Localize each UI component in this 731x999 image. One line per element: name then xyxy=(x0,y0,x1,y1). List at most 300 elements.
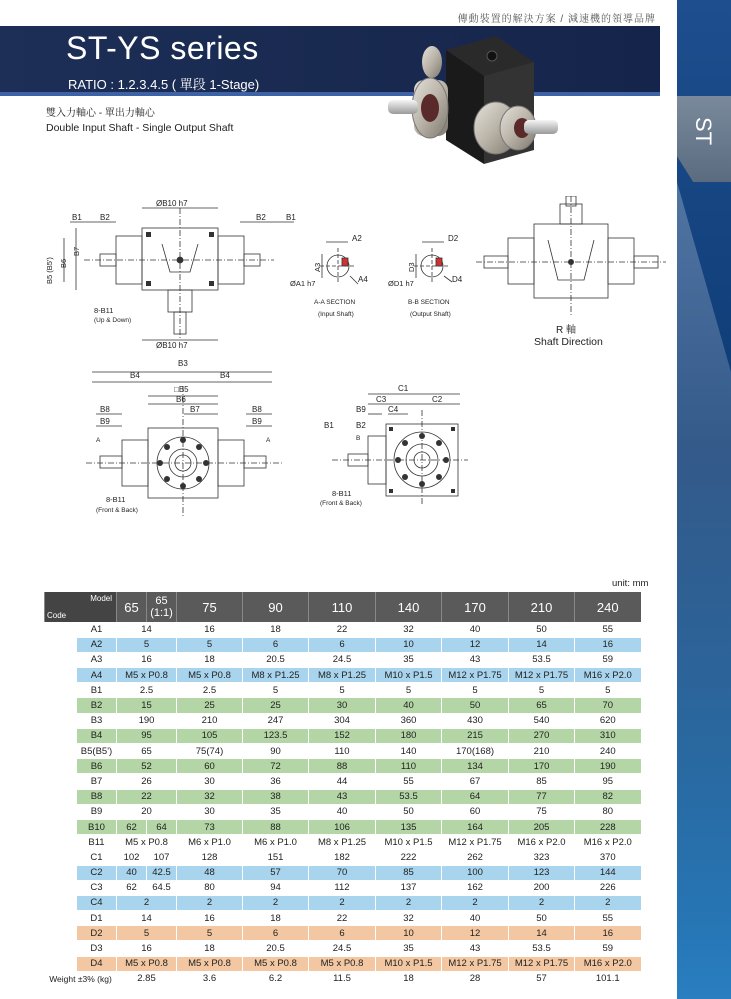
row-code: C1 xyxy=(77,850,117,865)
table-row xyxy=(45,895,641,910)
cell-65: 65 xyxy=(117,744,177,759)
cell-value: 18 xyxy=(243,911,309,926)
side-note: 8-B11 xyxy=(332,489,352,498)
table-row xyxy=(45,759,641,774)
weight-value: 11.5 xyxy=(309,971,376,986)
front-b2-left: B2 xyxy=(100,213,110,222)
cell-value: 35 xyxy=(376,652,442,667)
cell-value: 2 xyxy=(442,895,509,910)
row-code: B9 xyxy=(77,804,117,819)
cell-value: 82 xyxy=(575,789,641,804)
section-b-drawing xyxy=(378,230,468,322)
cell-value: 25 xyxy=(243,698,309,713)
model-65: 65 xyxy=(117,592,147,622)
weight-value: 3.6 xyxy=(177,971,243,986)
group-label-A: A xyxy=(45,622,77,683)
series-title: ST-YS series xyxy=(66,30,259,66)
cell-value: M8 x P1.25 xyxy=(309,668,376,683)
r-shaft-cn: R 軸 xyxy=(556,325,576,336)
cell-value: 247 xyxy=(243,713,309,728)
cell-value: 100 xyxy=(442,865,509,880)
cell-value: 310 xyxy=(575,728,641,743)
cell-value: 88 xyxy=(243,819,309,834)
cell-value: 110 xyxy=(376,759,442,774)
cell-value: 2 xyxy=(243,895,309,910)
row-code: D3 xyxy=(77,941,117,956)
table-row xyxy=(45,683,641,698)
cell-value: M5 x P0.8 xyxy=(309,956,376,971)
cell-value: 48 xyxy=(177,865,243,880)
front-note: 8-B11 xyxy=(94,306,114,315)
section-b-sub: (Output Shaft) xyxy=(410,311,451,318)
cell-value: 190 xyxy=(575,759,641,774)
top-note-sub: (Front & Back) xyxy=(96,507,138,514)
cell-value: 430 xyxy=(442,713,509,728)
model-65-1to1: 65 (1:1) xyxy=(147,592,177,622)
section-a-sub: (Input Shaft) xyxy=(318,311,354,318)
row-code: B5(B5') xyxy=(77,744,117,759)
section-a-drawing xyxy=(286,230,376,322)
cell-value: 50 xyxy=(509,622,575,637)
cell-value: 134 xyxy=(442,759,509,774)
cell-value: M8 x P1.25 xyxy=(243,668,309,683)
cell-value: 59 xyxy=(575,941,641,956)
cell-value: 5 xyxy=(309,683,376,698)
cell-value: 304 xyxy=(309,713,376,728)
cell-value: 60 xyxy=(442,804,509,819)
row-code: C3 xyxy=(77,880,117,895)
ratio-label: RATIO : 1.2.3.4.5 ( 單段 1-Stage) xyxy=(68,77,260,92)
cell-value: 59 xyxy=(575,652,641,667)
cell-value: 151 xyxy=(243,850,309,865)
cell-value: 262 xyxy=(442,850,509,865)
cell-65: 62 xyxy=(117,880,147,895)
top-b7: B7 xyxy=(190,405,200,414)
cell-value: 24.5 xyxy=(309,652,376,667)
corner-model: Model xyxy=(90,594,112,603)
cell-value: 32 xyxy=(376,622,442,637)
cell-65: 15 xyxy=(117,698,177,713)
cell-value: 152 xyxy=(309,728,376,743)
weight-label: Weight ±3% (kg) xyxy=(45,971,117,986)
model-240: 240 xyxy=(575,592,641,622)
cell-value: 144 xyxy=(575,865,641,880)
cell-value: 20.5 xyxy=(243,652,309,667)
cell-value: 55 xyxy=(575,622,641,637)
cell-value: 30 xyxy=(309,698,376,713)
cell-value: 53.5 xyxy=(509,652,575,667)
top-section-mark-right: A xyxy=(266,437,271,444)
cell-value: M16 x P2.0 xyxy=(575,956,641,971)
group-label-B: B xyxy=(45,683,77,850)
section-b-d1: ØD1 h7 xyxy=(388,279,414,288)
cell-65: 190 xyxy=(117,713,177,728)
side-c4: C4 xyxy=(388,405,399,414)
table-row xyxy=(45,956,641,971)
cell-value: 16 xyxy=(177,622,243,637)
cell-value: 95 xyxy=(575,774,641,789)
cell-value: 128 xyxy=(177,850,243,865)
cell-value: 30 xyxy=(177,804,243,819)
side-view-drawing xyxy=(312,380,472,510)
cell-value: 137 xyxy=(376,880,442,895)
cell-value: 50 xyxy=(442,698,509,713)
cell-65: 16 xyxy=(117,652,177,667)
cell-value: 170(168) xyxy=(442,744,509,759)
cell-value: 73 xyxy=(177,819,243,834)
cell-value: 140 xyxy=(376,744,442,759)
cell-value: 20.5 xyxy=(243,941,309,956)
table-row xyxy=(45,911,641,926)
cell-65: M5 x P0.8 xyxy=(117,668,177,683)
side-b1: B1 xyxy=(324,421,334,430)
weight-value: 18 xyxy=(376,971,442,986)
cell-65: 14 xyxy=(117,911,177,926)
corner-cell xyxy=(45,592,117,622)
spec-table-header xyxy=(45,592,641,622)
model-75: 75 xyxy=(177,592,243,622)
cell-value: 12 xyxy=(442,637,509,652)
cell-value: M12 x P1.75 xyxy=(509,668,575,683)
cell-value: 105 xyxy=(177,728,243,743)
side-c3: C3 xyxy=(376,395,387,404)
front-bottom-dim: ØB10 h7 xyxy=(156,341,188,350)
cell-65: 26 xyxy=(117,774,177,789)
cell-value: 85 xyxy=(509,774,575,789)
cell-value: 5 xyxy=(509,683,575,698)
row-code: B6 xyxy=(77,759,117,774)
cell-value: 88 xyxy=(309,759,376,774)
cell-value: 200 xyxy=(509,880,575,895)
side-b2: B2 xyxy=(356,421,366,430)
weight-row xyxy=(45,971,641,986)
cell-value: 50 xyxy=(376,804,442,819)
row-code: B7 xyxy=(77,774,117,789)
cell-value: 5 xyxy=(177,637,243,652)
row-code: B3 xyxy=(77,713,117,728)
table-row xyxy=(45,819,641,834)
cell-value: 30 xyxy=(177,774,243,789)
cell-value: 123.5 xyxy=(243,728,309,743)
corner-code: Code xyxy=(47,611,67,620)
cell-value: 32 xyxy=(376,911,442,926)
model-170: 170 xyxy=(442,592,509,622)
section-b-d3: D3 xyxy=(407,262,416,272)
cell-value: 44 xyxy=(309,774,376,789)
cell-value: 70 xyxy=(575,698,641,713)
table-row xyxy=(45,728,641,743)
cell-value: 6 xyxy=(309,926,376,941)
cell-value: M5 x P0.8 xyxy=(177,668,243,683)
cell-value: M12 x P1.75 xyxy=(442,956,509,971)
cell-value: 72 xyxy=(243,759,309,774)
cell-value: 40 xyxy=(376,698,442,713)
table-row xyxy=(45,865,641,880)
cell-value: 67 xyxy=(442,774,509,789)
model-110: 110 xyxy=(309,592,376,622)
cell-65: 95 xyxy=(117,728,177,743)
cell-value: 106 xyxy=(309,819,376,834)
cell-value: 2.5 xyxy=(177,683,243,698)
cell-value: 112 xyxy=(309,880,376,895)
side-tab-label: ST xyxy=(690,116,716,146)
cell-value: 35 xyxy=(376,941,442,956)
cell-value: 162 xyxy=(442,880,509,895)
weight-value: 28 xyxy=(442,971,509,986)
tagline: 傳動裝置的解決方案 / 減速機的領導品牌 xyxy=(457,14,656,25)
cell-value: 180 xyxy=(376,728,442,743)
cell-65: 40 xyxy=(117,865,147,880)
model-210: 210 xyxy=(509,592,575,622)
cell-65: 62 xyxy=(117,819,147,834)
cell-value: 90 xyxy=(243,744,309,759)
side-section-mark: B xyxy=(356,435,361,442)
row-code: C4 xyxy=(77,895,117,910)
table-row xyxy=(45,744,641,759)
cell-value: M10 x P1.5 xyxy=(376,668,442,683)
cell-65: M5 x P0.8 xyxy=(117,835,177,850)
cell-value: 43 xyxy=(442,652,509,667)
cell-value: 18 xyxy=(177,652,243,667)
cell-value: M10 x P1.5 xyxy=(376,956,442,971)
table-row xyxy=(45,652,641,667)
cell-65: 102 xyxy=(117,850,147,865)
section-a-a4: A4 xyxy=(358,275,368,284)
cell-value: 2 xyxy=(575,895,641,910)
cell-value: 620 xyxy=(575,713,641,728)
row-code: B2 xyxy=(77,698,117,713)
section-a-title: A-A SECTION xyxy=(314,299,356,306)
cell-value: M5 x P0.8 xyxy=(177,956,243,971)
table-row xyxy=(45,698,641,713)
cell-value: 36 xyxy=(243,774,309,789)
cell-value: 35 xyxy=(243,804,309,819)
cell-value: 6 xyxy=(309,637,376,652)
top-b8-left: B8 xyxy=(100,405,110,414)
top-b9-right: B9 xyxy=(252,417,262,426)
cell-65: 5 xyxy=(117,926,177,941)
top-note: 8-B11 xyxy=(106,495,126,504)
unit-label: unit: mm xyxy=(612,578,649,589)
cell-value: 360 xyxy=(376,713,442,728)
cell-65-1to1: 42.5 xyxy=(147,865,177,880)
cell-value: 43 xyxy=(309,789,376,804)
top-b4-left: B4 xyxy=(130,371,140,380)
cell-value: 2 xyxy=(177,895,243,910)
row-code: B11 xyxy=(77,835,117,850)
cell-value: 540 xyxy=(509,713,575,728)
section-a-a3: A3 xyxy=(313,262,322,272)
cell-value: M16 x P2.0 xyxy=(509,835,575,850)
weight-value: 101.1 xyxy=(575,971,641,986)
cell-value: 215 xyxy=(442,728,509,743)
top-b8-right: B8 xyxy=(252,405,262,414)
row-code: B8 xyxy=(77,789,117,804)
cell-65: M5 x P0.8 xyxy=(117,956,177,971)
cell-value: 70 xyxy=(309,865,376,880)
cell-65: 52 xyxy=(117,759,177,774)
front-note-sub: (Up & Down) xyxy=(94,317,132,324)
cell-value: 75 xyxy=(509,804,575,819)
weight-value: 6.2 xyxy=(243,971,309,986)
cell-value: M5 x P0.8 xyxy=(243,956,309,971)
side-c1: C1 xyxy=(398,384,409,393)
cell-value: 270 xyxy=(509,728,575,743)
cell-value: M16 x P2.0 xyxy=(575,668,641,683)
cell-value: 5 xyxy=(575,683,641,698)
side-c2: C2 xyxy=(432,395,443,404)
cell-value: 210 xyxy=(177,713,243,728)
cell-value: M6 x P1.0 xyxy=(243,835,309,850)
model-140: 140 xyxy=(376,592,442,622)
section-a-a2: A2 xyxy=(352,234,362,243)
cell-value: M8 x P1.25 xyxy=(309,835,376,850)
cell-value: 85 xyxy=(376,865,442,880)
cell-value: 123 xyxy=(509,865,575,880)
subtitle-cn: 雙入力軸心 - 單出力軸心 xyxy=(46,108,155,119)
row-code: A1 xyxy=(77,622,117,637)
cell-value: 228 xyxy=(575,819,641,834)
cell-value: 5 xyxy=(376,683,442,698)
side-b9: B9 xyxy=(356,405,366,414)
cell-value: 240 xyxy=(575,744,641,759)
cell-65: 2.5 xyxy=(117,683,177,698)
table-row xyxy=(45,941,641,956)
cell-value: 22 xyxy=(309,911,376,926)
cell-value: M16 x P2.0 xyxy=(575,835,641,850)
cell-value: 6 xyxy=(243,926,309,941)
cell-value: 210 xyxy=(509,744,575,759)
cell-value: 164 xyxy=(442,819,509,834)
front-b1-left: B1 xyxy=(72,213,82,222)
section-a-a1: ØA1 h7 xyxy=(290,279,316,288)
front-b6: B6 xyxy=(59,258,68,268)
row-code: A2 xyxy=(77,637,117,652)
section-b-d2: D2 xyxy=(448,234,459,243)
row-code: B1 xyxy=(77,683,117,698)
table-row xyxy=(45,850,641,865)
cell-value: 12 xyxy=(442,926,509,941)
cell-65: 16 xyxy=(117,941,177,956)
r-shaft-en: Shaft Direction xyxy=(534,336,603,348)
cell-value: M12 x P1.75 xyxy=(442,668,509,683)
cell-value: 135 xyxy=(376,819,442,834)
cell-value: 94 xyxy=(243,880,309,895)
cell-value: 64 xyxy=(442,789,509,804)
cell-value: 55 xyxy=(575,911,641,926)
cell-value: 38 xyxy=(243,789,309,804)
cell-value: 18 xyxy=(177,941,243,956)
cell-value: 2 xyxy=(309,895,376,910)
front-b1-right: B1 xyxy=(286,213,296,222)
cell-value: 16 xyxy=(575,637,641,652)
table-row xyxy=(45,804,641,819)
cell-value: 65 xyxy=(509,698,575,713)
cell-value: 55 xyxy=(376,774,442,789)
cell-value: 323 xyxy=(509,850,575,865)
cell-value: 6 xyxy=(243,637,309,652)
row-code: B10 xyxy=(77,819,117,834)
cell-value: 226 xyxy=(575,880,641,895)
cell-value: 60 xyxy=(177,759,243,774)
front-b2-right: B2 xyxy=(256,213,266,222)
top-b6: B6 xyxy=(176,395,186,404)
cell-value: M10 x P1.5 xyxy=(376,835,442,850)
cell-value: 16 xyxy=(177,911,243,926)
weight-value: 57 xyxy=(509,971,575,986)
cell-value: M12 x P1.75 xyxy=(509,956,575,971)
cell-65: 5 xyxy=(117,637,177,652)
cell-value: 14 xyxy=(509,637,575,652)
cell-65-1to1: 107 xyxy=(147,850,177,865)
cell-value: 10 xyxy=(376,637,442,652)
row-code: A4 xyxy=(77,668,117,683)
cell-value: 5 xyxy=(177,926,243,941)
cell-65-1to1: 64 xyxy=(147,819,177,834)
cell-value: 182 xyxy=(309,850,376,865)
front-view-drawing xyxy=(44,198,304,350)
subtitle-en: Double Input Shaft - Single Output Shaft xyxy=(46,122,234,134)
cell-value: 40 xyxy=(442,911,509,926)
cell-value: 53.5 xyxy=(376,789,442,804)
front-top-dim: ØB10 h7 xyxy=(156,199,188,208)
r-shaft-drawing xyxy=(476,196,666,320)
cell-65: 20 xyxy=(117,804,177,819)
cell-value: 24.5 xyxy=(309,941,376,956)
cell-value: 222 xyxy=(376,850,442,865)
cell-value: 40 xyxy=(309,804,376,819)
group-label-C: C xyxy=(45,850,77,911)
row-code: A3 xyxy=(77,652,117,667)
top-b5: □B5 xyxy=(174,385,189,394)
top-b9-left: B9 xyxy=(100,417,110,426)
cell-value: 53.5 xyxy=(509,941,575,956)
cell-value: 170 xyxy=(509,759,575,774)
row-code: C2 xyxy=(77,865,117,880)
cell-value: 2 xyxy=(509,895,575,910)
side-note-sub: (Front & Back) xyxy=(320,500,362,507)
cell-65-1to1: 64.5 xyxy=(147,880,177,895)
cell-value: 80 xyxy=(575,804,641,819)
table-row xyxy=(45,668,641,683)
row-code: D4 xyxy=(77,956,117,971)
weight-65: 2.85 xyxy=(117,971,177,986)
cell-value: 370 xyxy=(575,850,641,865)
row-code: D1 xyxy=(77,911,117,926)
cell-65: 14 xyxy=(117,622,177,637)
table-row xyxy=(45,637,641,652)
cell-value: 18 xyxy=(243,622,309,637)
cell-value: M12 x P1.75 xyxy=(442,835,509,850)
top-b3: B3 xyxy=(178,359,188,368)
table-row xyxy=(45,774,641,789)
table-row xyxy=(45,835,641,850)
cell-value: 14 xyxy=(509,926,575,941)
product-photo xyxy=(384,32,564,182)
cell-value: 5 xyxy=(243,683,309,698)
spec-table-body xyxy=(45,622,641,987)
table-row xyxy=(45,926,641,941)
section-b-d4: D4 xyxy=(452,275,463,284)
cell-value: 50 xyxy=(509,911,575,926)
row-code: B4 xyxy=(77,728,117,743)
front-b7: B7 xyxy=(72,246,81,256)
spec-table xyxy=(44,592,641,987)
front-b5: B5 (B5') xyxy=(45,257,54,284)
cell-value: 22 xyxy=(309,622,376,637)
cell-value: 80 xyxy=(177,880,243,895)
top-b4-right: B4 xyxy=(220,371,230,380)
